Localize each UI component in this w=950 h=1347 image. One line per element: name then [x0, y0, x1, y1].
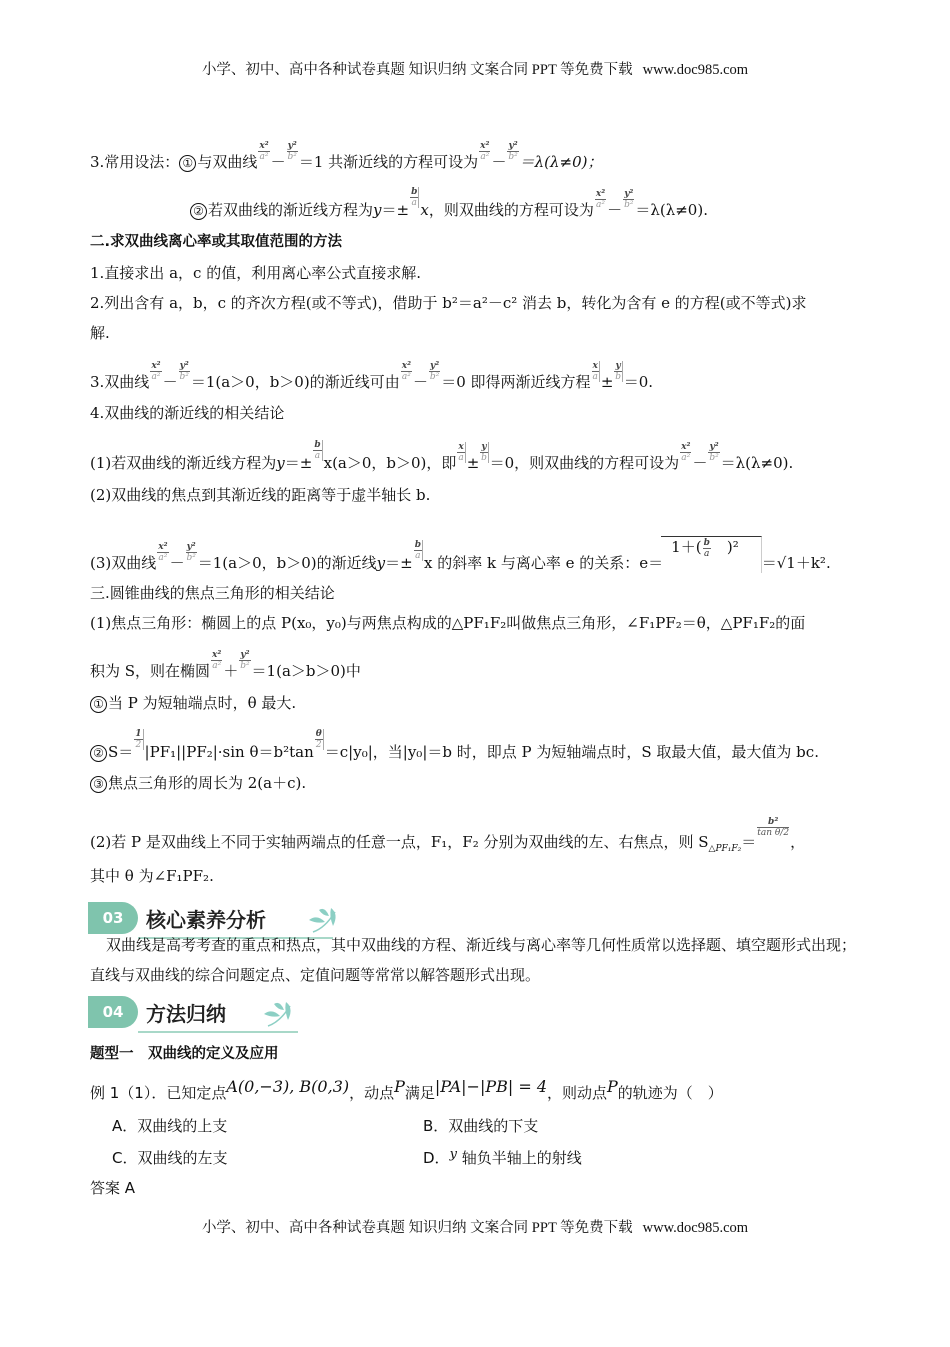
section-2-item-4: 4.双曲线的渐近线的相关结论 — [90, 404, 285, 422]
focal-triangle-p1-line-2: 积为 S，则在椭圆 $\frac{\text{x²}}{\text{a²}}$ ＋ $\frac{\text{y²}}{\text{b²}}$ ＝1(a＞b＞0)中 — [90, 649, 361, 680]
fraction-x2-a2: $\frac{\text{x²}}{\text{a²}}$ — [401, 360, 412, 382]
text: 3.双曲线 — [90, 373, 150, 391]
text: ＝0，则双曲线的方程可设为 — [489, 454, 680, 472]
text: ＝1(a＞b＞0)中 — [251, 662, 361, 680]
fraction-theta-2: $\frac{\theta}{2}$ — [315, 728, 322, 750]
asymptote-conclusion-1: (1)若双曲线的渐近线方程为y＝± $\frac{b}{a}$ x(a＞0，b＞0)，即 $\frac{x}{a}$ ± $\frac{y}{b}$ ＝0，则双曲线的方程可设为 $\frac{\text{x²}}{\text{a²}}$ － $\frac{\text{y²}}{\text{b²}}$ ＝λ(λ≠0). — [90, 439, 794, 472]
minus: － — [607, 201, 623, 219]
asymptote-conclusion-2: (2)双曲线的焦点到其渐近线的距离等于虚半轴长 b. — [90, 486, 431, 504]
text: ＝0. — [623, 373, 654, 391]
badge-title: 核心素养分析 — [146, 908, 266, 932]
badge-title: 方法归纳 — [146, 1002, 226, 1026]
common-setup-line-2: ② 若双曲线的渐近线方程为y＝± $\frac{b}{a}$ x，则双曲线的方程可设为 $\frac{\text{x²}}{\text{a²}}$ － $\frac{\text{y²}}{\text{b²}}$ ＝λ(λ≠0). — [190, 200, 708, 222]
option-b[interactable]: B．双曲线的下支 — [423, 1117, 539, 1135]
option-a[interactable]: A．双曲线的上支 — [112, 1117, 228, 1135]
section-2-item-2-line-1: 2.列出含有 a，b，c 的齐次方程(或不等式)，借助于 b²＝a²－c² 消去 b，转化为含有 e 的方程(或不等式)求 — [90, 294, 807, 312]
footer-text: 小学、初中、高中各种试卷真题 知识归纳 文案合同 PPT 等免费下载 — [201, 1220, 633, 1236]
text: S＝ — [108, 743, 134, 761]
fraction-b-a: $\frac{b}{a}$ — [411, 186, 418, 208]
section-3-title: 三.圆锥曲线的焦点三角形的相关结论 — [90, 584, 335, 602]
circled-2: ② — [190, 203, 207, 220]
focal-triangle-p2-line-2: 其中 θ 为∠F₁PF₂. — [90, 867, 214, 885]
text: 与双曲线 — [197, 153, 258, 171]
header-text: 小学、初中、高中各种试卷真题 知识归纳 文案合同 PPT 等免费下载 — [201, 62, 633, 78]
fraction-x2-a2: $\frac{\text{x²}}{\text{a²}}$ — [480, 140, 490, 162]
text: ＝c|y₀|，当|y₀|＝b 时，即点 P 为短轴端点时，S 取最大值，最大值为 bc. — [324, 743, 819, 761]
fraction-b-a: $\frac{b}{a}$ — [414, 539, 421, 561]
fraction-y2-b2: $\frac{\text{y²}}{\text{b²}}$ — [709, 441, 719, 463]
text: (2)若 P 是双曲线上不同于实轴两端点的任意一点，F₁，F₂ 分别为双曲线的左、右焦点，则 S — [90, 833, 709, 851]
common-setup-line-1 — [90, 140, 603, 174]
fraction-y2-b2: $\frac{\text{y²}}{\text{b²}}$ — [186, 541, 196, 563]
fraction-y-b: $\frac{y}{b}$ — [481, 441, 487, 463]
problem-type-heading: 题型一 双曲线的定义及应用 — [90, 1046, 279, 1062]
focal-triangle-c3 — [90, 773, 306, 793]
example-1-question: 例 1（1）．已知定点A(0,−3), B(0,3)，动点P满足|PA|−|PB| = 4，则动点P的轨迹为（ ） — [90, 1077, 723, 1102]
badge-number: 04 — [88, 996, 138, 1028]
fraction-y-b: $\frac{y}{b}$ — [615, 360, 621, 382]
fraction-x2-a2: $\frac{\text{x²}}{\text{a²}}$ — [595, 188, 606, 210]
fraction-b-a: $\frac{b}{a}$ — [314, 439, 321, 461]
option-c[interactable]: C．双曲线的左支 — [112, 1149, 228, 1167]
analysis-paragraph: 双曲线是高考考查的重点和热点，其中双曲线的方程、渐近线与离心率等几何性质常以选择题、填空题形式出现；直线与双曲线的综合问题定点、定值问题等常常以解答题形式出现。 — [90, 936, 857, 984]
fraction-x2-a2: $\frac{\text{x²}}{\text{a²}}$ — [151, 360, 161, 382]
section-2-item-2-line-2: 解. — [90, 324, 110, 342]
text: 例 1（1）．已知定点 — [90, 1084, 227, 1102]
fraction-x-a: $\frac{x}{a}$ — [592, 360, 598, 382]
answer-label: 答案 — [90, 1179, 121, 1197]
text: 当 P 为短轴端点时，θ 最大. — [108, 694, 297, 712]
point-p: P — [394, 1077, 405, 1096]
text: 焦点三角形的周长为 2(a＋c). — [108, 774, 307, 792]
text: (3)双曲线 — [90, 554, 157, 572]
badge-number: 03 — [88, 902, 138, 934]
fraction-y2-b2: $\frac{\text{y²}}{\text{b²}}$ — [508, 140, 518, 162]
fraction-y2-b2: $\frac{\text{y²}}{\text{b²}}$ — [240, 649, 250, 671]
focal-triangle-c1 — [90, 693, 296, 713]
fraction-y2-b2: $\frac{\text{y²}}{\text{b²}}$ — [287, 140, 297, 162]
text: ＝λ(λ≠0)； — [519, 153, 603, 171]
circled-1: ① — [179, 155, 196, 172]
page-header — [0, 58, 950, 79]
answer-value: A — [124, 1179, 136, 1197]
focal-triangle-p1-line-1: (1)焦点三角形：椭圆上的点 P(x₀，y₀)与两焦点构成的△PF₁F₂叫做焦点三角形，∠F₁PF₂＝θ，△PF₁F₂的面 — [90, 614, 806, 632]
fraction-b2-tan: $\frac{\text{b²}}{\text{tan θ/2}}$ — [757, 816, 790, 838]
fraction-y2-b2: $\frac{\text{y²}}{\text{b²}}$ — [624, 188, 634, 210]
text: (1)若双曲线的渐近线方程为 — [90, 454, 277, 472]
circled-3: ③ — [90, 776, 107, 793]
fraction-y2-b2: $\frac{\text{y²}}{\text{b²}}$ — [429, 360, 440, 382]
text: ＝1(a＞0，b＞0)的渐近线可由 — [190, 373, 400, 391]
subscript: △PF₁F₂ — [708, 844, 742, 854]
circled-1: ① — [90, 696, 107, 713]
sqrt-1-plus-b-over-a-squared: 1＋( $\frac{b}{a}$ )² — [661, 536, 762, 573]
fraction-x2-a2: $\frac{\text{x²}}{\text{a²}}$ — [681, 441, 691, 463]
fraction-x2-a2: $\frac{\text{x²}}{\text{a²}}$ — [212, 649, 222, 671]
minus: － — [270, 153, 286, 171]
option-d[interactable]: D．y 轴负半轴上的射线 — [423, 1147, 582, 1167]
section-2-item-3: 3.双曲线 $\frac{\text{x²}}{\text{a²}}$ － $\frac{\text{y²}}{\text{b²}}$ ＝1(a＞0，b＞0)的渐近线可由 $\frac{\text{x²}}{\text{a²}}$ － $\frac{\text{y²}}{\text{b²}}$ ＝0 即得两渐近线方程 $\frac{x}{a}$ ± $\frac{y}{b}$ ＝0. — [90, 360, 654, 391]
point-p: P — [607, 1077, 618, 1096]
text: ，则双曲线的方程可设为 — [428, 201, 594, 219]
leaf-icon — [258, 996, 298, 1030]
circled-2: ② — [90, 745, 107, 762]
text: 积为 S，则在椭圆 — [90, 662, 211, 680]
points-a-b: A(0,−3), B(0,3) — [226, 1077, 350, 1096]
label: 3.常用设法： — [90, 153, 180, 171]
text: ＝1(a＞0，b＞0)的渐近线 — [197, 554, 377, 572]
condition-formula: |PA|−|PB| = 4 — [434, 1077, 548, 1096]
asymptote-conclusion-3: (3)双曲线 $\frac{\text{x²}}{\text{a²}}$ － $\frac{\text{y²}}{\text{b²}}$ ＝1(a＞0，b＞0)的渐近线y＝± $\frac{b}{a}$ x 的斜率 k 与离心率 e 的关系：e＝1＋( $\frac{b}{a}$ )²＝√1＋k². — [90, 537, 831, 572]
focal-triangle-p2-line-1: (2)若 P 是双曲线上不同于实轴两端点的任意一点，F₁，F₂ 分别为双曲线的左、右焦点，则 $S_{\triangle PF_1F_2}=$ $\frac{\text{b²}}{\text{tan θ/2}}$ ， — [90, 816, 806, 854]
text: x 的斜率 k 与离心率 e 的关系：e＝ — [424, 554, 664, 572]
text: ＝0 即得两渐近线方程 — [441, 373, 591, 391]
minus: － — [491, 153, 507, 171]
fraction-x2-a2: $\frac{\text{x²}}{\text{a²}}$ — [259, 140, 269, 162]
fraction-x2-a2: $\frac{\text{x²}}{\text{a²}}$ — [158, 541, 168, 563]
y-var: y — [373, 201, 382, 219]
fraction-x-a: $\frac{x}{a}$ — [458, 441, 464, 463]
section-2-title: 二.求双曲线离心率或其取值范围的方法 — [90, 234, 343, 250]
footer-url[interactable]: www.doc985.com — [642, 1220, 749, 1236]
text: x(a＞0，b＞0)，即 — [323, 454, 457, 472]
section-2-item-1: 1.直接求出 a，c 的值，利用离心率公式直接求解. — [90, 264, 421, 282]
text: 若双曲线的渐近线方程为 — [208, 201, 374, 219]
text: ＝λ(λ≠0). — [720, 454, 794, 472]
text: ＝λ(λ≠0). — [635, 201, 708, 219]
answer-line — [90, 1178, 135, 1198]
header-url[interactable]: www.doc985.com — [642, 62, 749, 78]
text: ＝√1＋k². — [761, 554, 831, 572]
focal-triangle-c2 — [90, 728, 819, 764]
divider — [138, 1031, 298, 1033]
fraction-1-2: $\frac{1}{2}$ — [135, 728, 142, 750]
text: ＝1 共渐近线的方程可设为 — [298, 153, 479, 171]
fraction-y2-b2: $\frac{\text{y²}}{\text{b²}}$ — [179, 360, 189, 382]
page-footer — [0, 1216, 950, 1237]
text: |PF₁||PF₂|·sin θ＝b²tan — [144, 743, 314, 761]
section-badge-04 — [88, 996, 308, 1032]
